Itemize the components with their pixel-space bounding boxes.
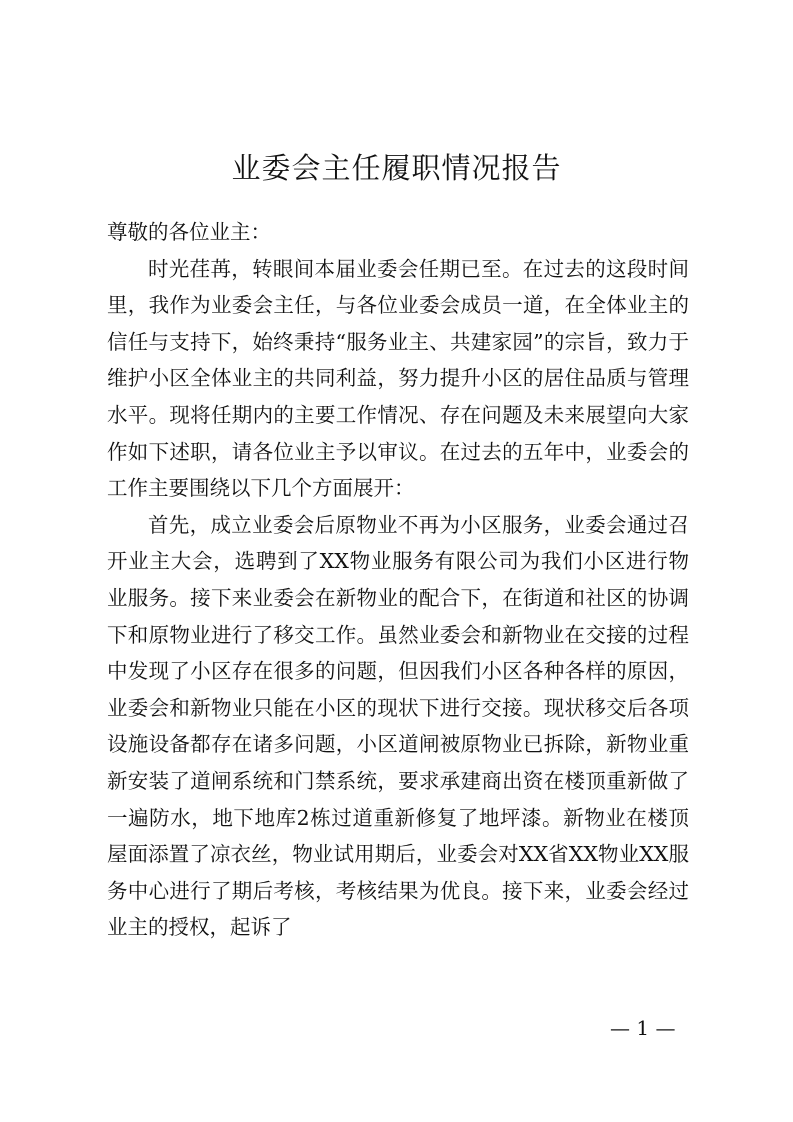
- paragraph-intro: 时光荏苒，转眼间本届业委会任期已至。在过去的这段时间里，我作为业委会主任，与各位业委会成员一道，在全体业主的信任与支持下，始终秉持“服务业主、共建家园”的宗旨，致力于维护小区全体业主的共同利益，努力提升小区的居住品质与管理水平。现将任期内的主要工作情况、存在问题及未来展望向大家作如下述职，请各位业主予以审议。在过去的五年中，业委会的工作主要围绕以下几个方面展开：: [107, 256, 689, 501]
- page-number: — 1 —: [610, 1016, 676, 1040]
- salutation: 尊敬的各位业主：: [107, 220, 271, 244]
- document-body: [107, 214, 689, 946]
- document-title: 业委会主任履职情况报告: [231, 151, 562, 185]
- paragraph-first-work: 首先，成立业委会后原物业不再为小区服务，业委会通过召开业主大会，选聘到了XX物业服务有限公司为我们小区进行物业服务。接下来业委会在新物业的配合下，在街道和社区的协调下和原物业进行了移交工作。虽然业委会和新物业在交接的过程中发现了小区存在很多的问题，但因我们小区各种各样的原因，业委会和新物业只能在小区的现状下进行交接。现状移交后各项设施设备都存在诸多问题，小区道闸被原物业已拆除，新物业重新安装了道闸系统和门禁系统，要求承建商出资在楼顶重新做了一遍防水，地下地库2栋过道重新修复了地坪漆。新物业在楼顶屋面添置了凉衣丝，物业试用期后，业委会对XX省XX物业XX服务中心进行了期后考核，考核结果为优良。接下来，业委会经过业主的授权，起诉了: [107, 512, 689, 940]
